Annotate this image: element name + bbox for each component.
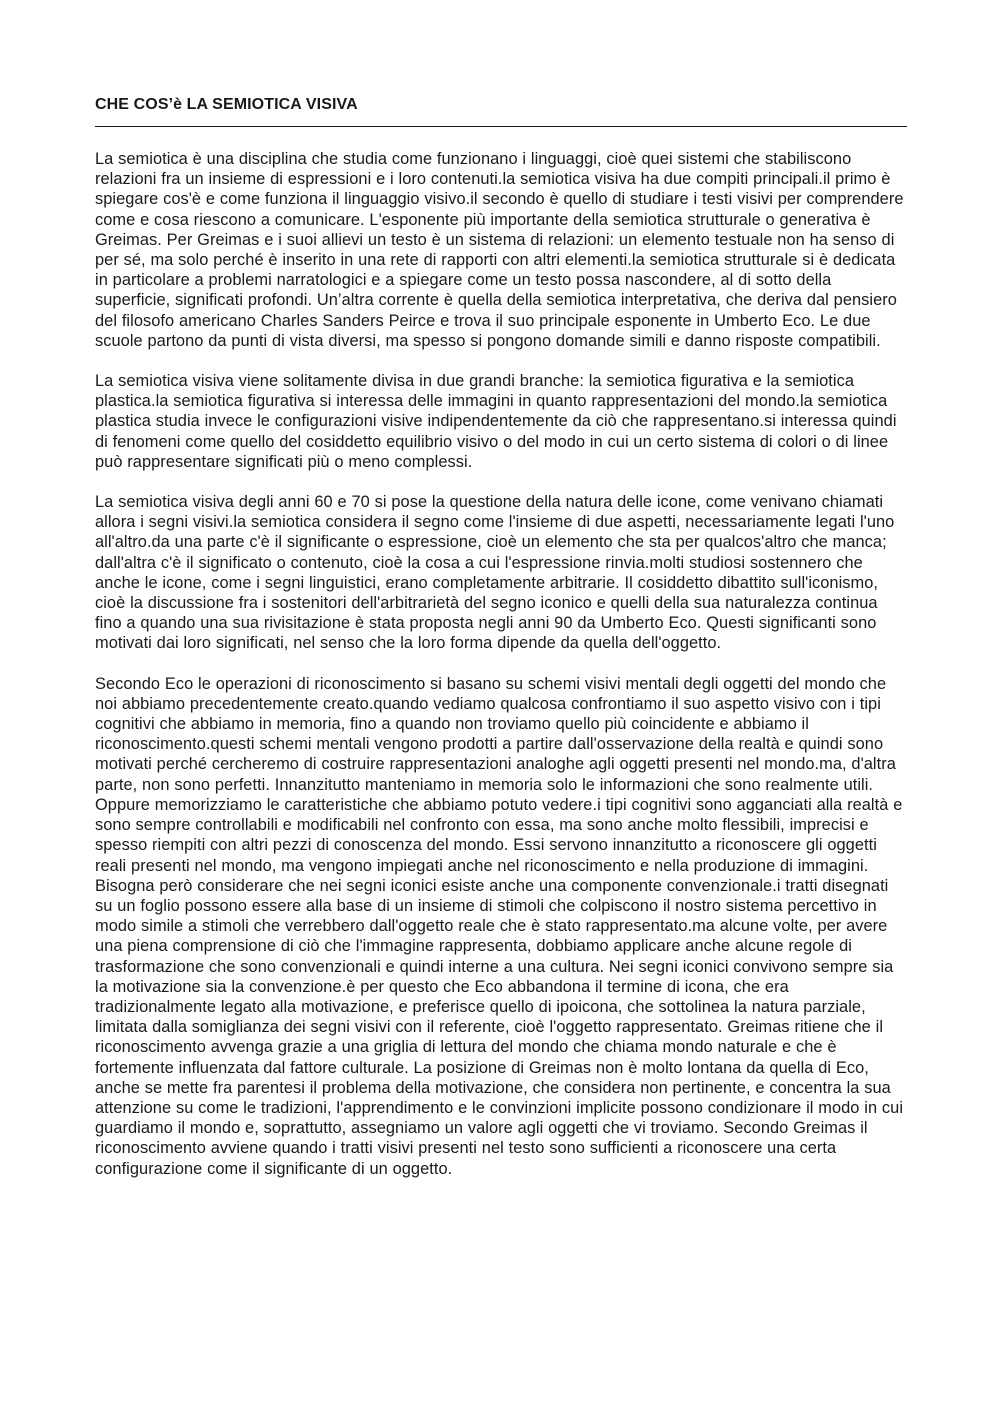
paragraph-recognition: Secondo Eco le operazioni di riconoscimento si basano su schemi visivi mentali degli oggetti del mondo che noi abbiamo precedentemente creato.quando vediamo qualcosa confrontiamo il suo aspetto visivo con i tipi cognitivi che abbiamo in memoria, fino a quando non troviamo quello più coincidente e abbiamo il riconoscimento.questi schemi mentali vengono prodotti a partire dall'osservazione della realtà e quindi sono motivati perché cercheremo di costruire rappresentazioni analoghe agli oggetti presenti nel mondo.ma, d'altra parte, non sono perfetti. Innanzitutto manteniamo in memoria solo le informazioni che sono realmente utili. Oppure memorizziamo le caratteristiche che abbiamo potuto vedere.i tipi cognitivi sono agganciati alla realtà e sono sempre controllabili e modificabili nel confronto con essa, ma sono anche molto flessibili, imprecisi e spesso riempiti con altri pezzi di conoscenza del mondo. Essi servono innanzitutto a riconoscere gli oggetti reali presenti nel mondo, ma vengono impiegati anche nel riconoscimento e nella produzione di immagini. Bisogna però considerare che nei segni iconici esiste anche una componente convenzionale.i tratti disegnati su un foglio possono essere alla base di un insieme di stimoli che colpiscono il nostro sistema percettivo in modo simile a stimoli che verrebbero dall'oggetto reale che è stato rappresentato.ma alcune volte, per avere una piena comprensione di ciò che l'immagine rappresenta, dobbiamo applicare anche alcune regole di trasformazione che sono convenzionali e quindi interne a una cultura. Nei segni iconici convivono sempre sia la motivazione sia la convenzione.è per questo che Eco abbandona il termine di icona, che era tradizionalmente legato alla motivazione, e preferisce quello di ipoicona, che sottolinea la natura parziale, limitata dalla somiglianza dei segni visivi con il referente, cioè l'oggetto rappresentato. Greimas ritiene che il riconoscimento avvenga grazie a una griglia di lettura del mondo che chiama mondo naturale e che è fortemente influenzata dal fattore culturale. La posizione di Greimas non è molto lontana da quella di Eco, anche se mette fra parentesi il problema della motivazione, che considera non pertinente, e concentra la sua attenzione su come le tradizioni, l'apprendimento e le convinzioni implicite possono condizionare il modo in cui guardiamo il mondo e, soprattutto, assegniamo un valore agli oggetti che vi troviamo. Secondo Greimas il riconoscimento avviene quando i tratti visivi presenti nel testo sono sufficienti a riconoscere una certa configurazione come il significante di un oggetto.	[95, 674, 904, 1178]
paragraph-iconism: La semiotica visiva degli anni 60 e 70 si pose la questione della natura delle icone, come venivano chiamati allora i segni visivi.la semiotica considera il segno come l'insieme di due aspetti, necessariamente legati l'uno all'altro.da una parte c'è il significante o espressione, cioè un elemento che sta per qualcos'altro che manca; dall'altra c'è il significato o contenuto, cioè la cosa a cui l'espressione rinvia.molti studiosi sostennero che anche le icone, come i segni linguistici, erano completamente arbitrarie. Il cosiddetto dibattito sull'iconismo, cioè la discussione fra i sostenitori dell'arbitrarietà del segno iconico e quelli della sua naturalezza continua fino a quando una sua rivisitazione è stata proposta negli anni 90 da Umberto Eco. Questi significanti sono motivati dai loro significati, nel senso che la loro forma dipende da quella dell'oggetto.	[95, 493, 895, 653]
document-body	[95, 149, 907, 1179]
paragraph-introduction: La semiotica è una disciplina che studia come funzionano i linguaggi, cioè quei sistemi che stabiliscono relazioni fra un insieme di espressioni e i loro contenuti.la semiotica visiva ha due compiti principali.il primo è spiegare cos'è e come funziona il linguaggio visivo.il secondo è quello di studiare i testi visivi per comprendere come e cosa riescono a comunicare. L'esponente più importante della semiotica strutturale o generativa è Greimas. Per Greimas e i suoi allievi un testo è un sistema di relazioni: un elemento testuale non ha senso di per sé, ma solo perché è inserito in una rete di rapporti con altri elementi.la semiotica strutturale si è dedicata in particolare a problemi narratologici e a spiegare come un testo possa nascondere, al di sotto della superficie, significati profondi. Un’altra corrente è quella della semiotica interpretativa, che deriva dal pensiero del filosofo americano Charles Sanders Peirce e trova il suo principale esponente in Umberto Eco. Le due scuole partono da punti di vista diversi, ma spesso si pongono domande simili e danno risposte compatibili.	[95, 150, 904, 350]
document-title: CHE COS’è LA SEMIOTICA VISIVA	[95, 94, 907, 127]
paragraph-branches: La semiotica visiva viene solitamente divisa in due grandi branche: la semiotica figurativa e la semiotica plastica.la semiotica figurativa si interessa delle immagini in quanto rappresentazioni del mondo.la semiotica plastica studia invece le configurazioni visive indipendentemente da ciò che rappresentano.si interessa quindi di fenomeni come quello del cosiddetto equilibrio visivo o del modo in cui un certo sistema di colori o di linee può rappresentare significati più o meno complessi.	[95, 372, 897, 471]
document-page	[95, 94, 907, 1179]
